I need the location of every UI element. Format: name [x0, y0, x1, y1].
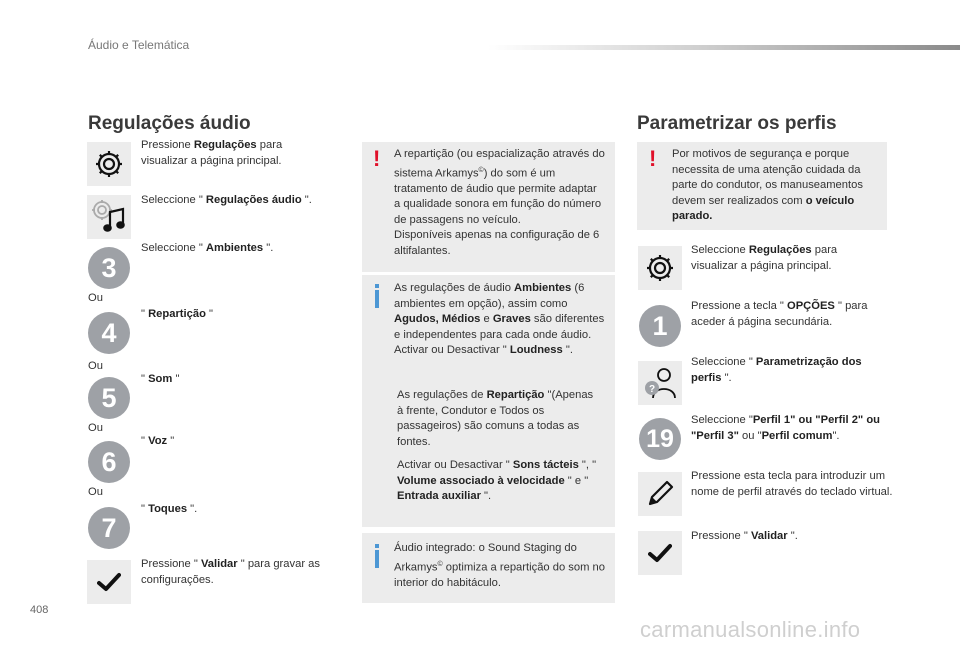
- step-number-badge: 6: [88, 441, 130, 483]
- step-text: " Toques ".: [141, 503, 198, 515]
- gear-icon: [87, 142, 131, 186]
- warning-icon: !: [649, 146, 657, 171]
- checkmark-icon: [87, 560, 131, 604]
- step-text: Seleccione "Perfil 1" ou "Perfil 2" ou "Perfil 3" ou "Perfil comum".: [691, 414, 881, 442]
- section-title-profiles: Parametrizar os perfis: [637, 113, 837, 134]
- step-text: " Som ": [141, 373, 180, 385]
- header-title: Áudio e Telemática: [88, 38, 190, 52]
- step-number-badge: 3: [88, 247, 130, 289]
- warning-text: A repartição (ou espacialização através do sistema Arkamys©) do som é um tratamento de áudio que permite adaptar a qualidade sonora em função do número de passagens no veículo. Disponíveis apenas na configuração de 6 altifalantes.: [394, 148, 605, 257]
- step-text: " Repartição ": [141, 308, 214, 320]
- header-rule: [488, 45, 960, 50]
- step-text: Seleccione " Ambientes ".: [141, 242, 274, 254]
- or-label: Ou: [88, 486, 103, 498]
- watermark: carmanualsonline.info: [640, 617, 861, 642]
- step-text: Seleccione " Parametrização dos perfis ".: [691, 356, 862, 384]
- or-label: Ou: [88, 360, 103, 372]
- step-number-badge: 4: [88, 312, 130, 354]
- step-text: Seleccione " Regulações áudio ".: [141, 194, 312, 206]
- step-number-badge: 7: [88, 507, 130, 549]
- info-icon-dot: [375, 544, 379, 548]
- page-number: 408: [30, 604, 49, 616]
- warning-text: Por motivos de segurança e porque necessita de uma atenção cuidada da parte do condutor, os manuseamentos devem ser realizados com o veículo parado.: [672, 148, 863, 222]
- step-text: Pressione Regulações para visualizar a página principal.: [141, 139, 283, 167]
- info-icon: [375, 550, 379, 568]
- or-label: Ou: [88, 422, 103, 434]
- info-text: As regulações de áudio Ambientes (6 ambientes em opção), assim como Agudos, Médios e Graves são diferentes e independentes para cada onde áudio. Activar ou Desactivar " Loudness ".: [394, 282, 605, 356]
- step-number-badge: 19: [639, 418, 681, 460]
- step-text: Pressione a tecla " OPÇÕES " para aceder á página secundária.: [691, 300, 868, 328]
- step-text: Pressione esta tecla para introduzir um nome de perfil através do teclado virtual.: [691, 470, 893, 498]
- info-icon: [375, 290, 379, 308]
- warning-icon: !: [373, 146, 381, 171]
- step-text: Seleccione Regulações para visualizar a página principal.: [691, 244, 838, 272]
- info-text: Activar ou Desactivar " Sons tácteis ", " Volume associado à velocidade " e " Entrada auxiliar ".: [397, 459, 597, 502]
- gear-music-icon: [87, 195, 131, 239]
- pencil-icon: [638, 472, 682, 516]
- checkmark-icon: [638, 531, 682, 575]
- info-text: As regulações de Repartição "(Apenas à frente, Condutor e Todos os passageiros) são comuns a todas as fontes.: [397, 389, 594, 448]
- step-text: " Voz ": [141, 435, 175, 447]
- step-text: Pressione " Validar ".: [691, 530, 798, 542]
- step-text: Pressione " Validar " para gravar as configurações.: [141, 558, 320, 586]
- info-icon-dot: [375, 284, 379, 288]
- svg-text:?: ?: [648, 384, 656, 395]
- info-text: Áudio integrado: o Sound Staging do Arkamys© optimiza a repartição do som no interior do habitáculo.: [394, 542, 605, 589]
- step-number-badge: 1: [639, 305, 681, 347]
- section-title-audio: Regulações áudio: [88, 113, 251, 134]
- profile-icon: [638, 361, 682, 405]
- or-label: Ou: [88, 292, 103, 304]
- step-number-badge: 5: [88, 377, 130, 419]
- gear-icon: [638, 246, 682, 290]
